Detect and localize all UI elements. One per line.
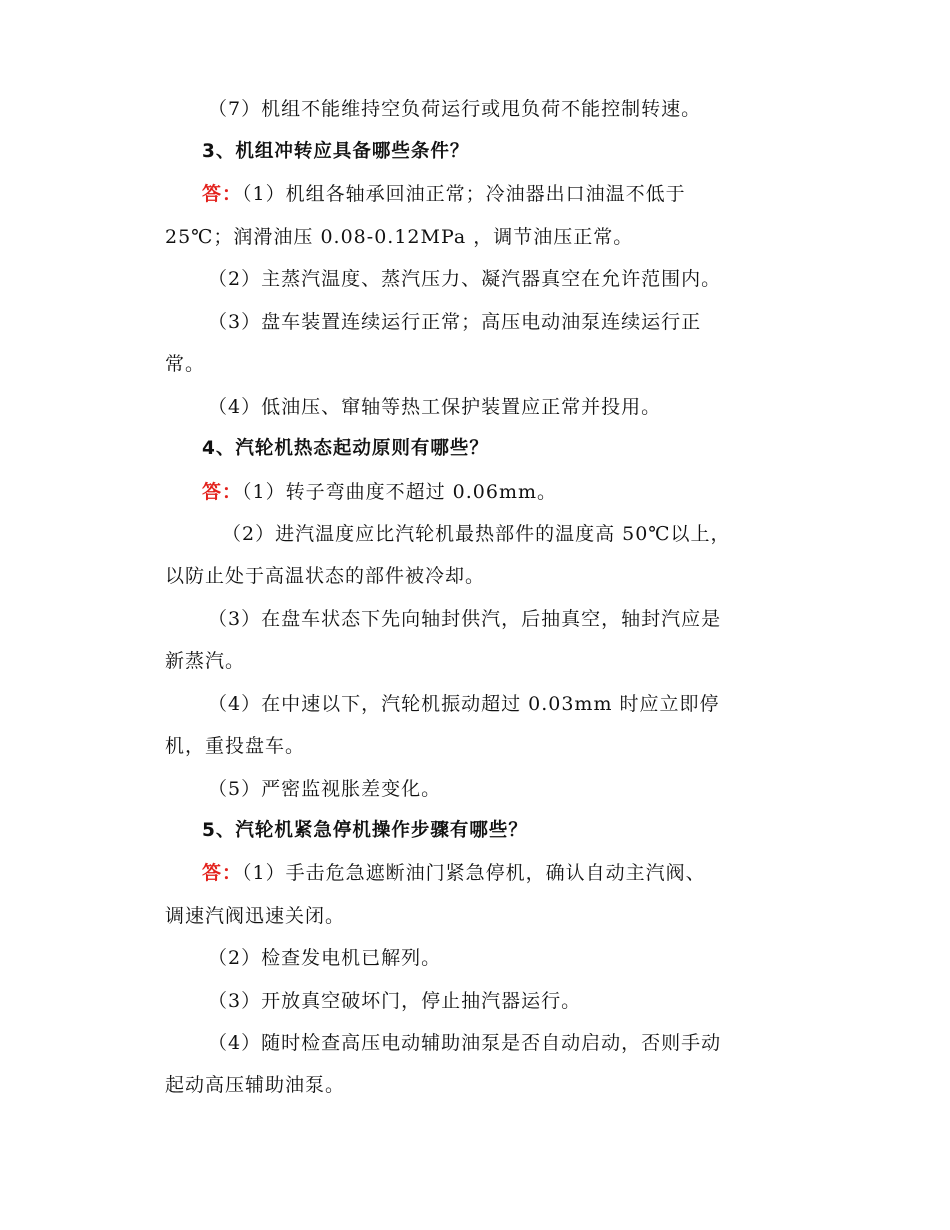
answer-text: （1）手击危急遮断油门紧急停机，确认自动主汽阀、: [242, 862, 706, 884]
paragraph-line: 机，重投盘车。: [165, 735, 306, 757]
paragraph-line: （4）在中速以下，汽轮机振动超过 0.03mm 时应立即停: [208, 693, 720, 715]
paragraph-line: （2）进汽温度应比汽轮机最热部件的温度高 50℃以上，: [222, 523, 731, 545]
paragraph-line: （3）开放真空破坏门，停止抽汽器运行。: [208, 990, 582, 1012]
answer-text: （1）机组各轴承回油正常；冷油器出口油温不低于: [242, 183, 686, 205]
paragraph-line: 常。: [165, 353, 206, 375]
question-heading-3: 3、机组冲转应具备哪些条件？: [202, 141, 470, 162]
answer-label: 答：: [202, 183, 243, 205]
answer-label: 答：: [202, 862, 243, 884]
answer-line: [202, 860, 706, 886]
paragraph-line: （4）低油压、窜轴等热工保护装置应正常并投用。: [208, 396, 662, 418]
paragraph-line: 新蒸汽。: [165, 650, 246, 672]
paragraph-line: （3）在盘车状态下先向轴封供汽，后抽真空，轴封汽应是: [208, 608, 722, 630]
paragraph-line: （2）主蒸汽温度、蒸汽压力、凝汽器真空在允许范围内。: [208, 268, 722, 290]
paragraph-line: （5）严密监视胀差变化。: [208, 778, 442, 800]
paragraph-line: 起动高压辅助油泵。: [165, 1074, 346, 1096]
paragraph-line: 25℃；润滑油压 0.08-0.12MPa ，调节油压正常。: [165, 226, 634, 248]
answer-line: [202, 479, 557, 505]
paragraph-line: 调速汽阀迅速关闭。: [165, 905, 346, 927]
question-heading-4: 4、汽轮机热态起动原则有哪些？: [202, 438, 489, 459]
paragraph-line: （2）检查发电机已解列。: [208, 947, 442, 969]
answer-text: （1）转子弯曲度不超过 0.06mm。: [242, 481, 557, 503]
answer-line: [202, 181, 686, 207]
paragraph-line: （4）随时检查高压电动辅助油泵是否自动启动，否则手动: [208, 1032, 722, 1054]
answer-label: 答：: [202, 481, 243, 503]
paragraph-line: 以防止处于高温状态的部件被冷却。: [165, 565, 486, 587]
paragraph-line: （7）机组不能维持空负荷运行或甩负荷不能控制转速。: [208, 98, 702, 120]
paragraph-line: （3）盘车装置连续运行正常；高压电动油泵连续运行正: [208, 311, 702, 333]
question-heading-5: 5、汽轮机紧急停机操作步骤有哪些？: [202, 820, 528, 841]
